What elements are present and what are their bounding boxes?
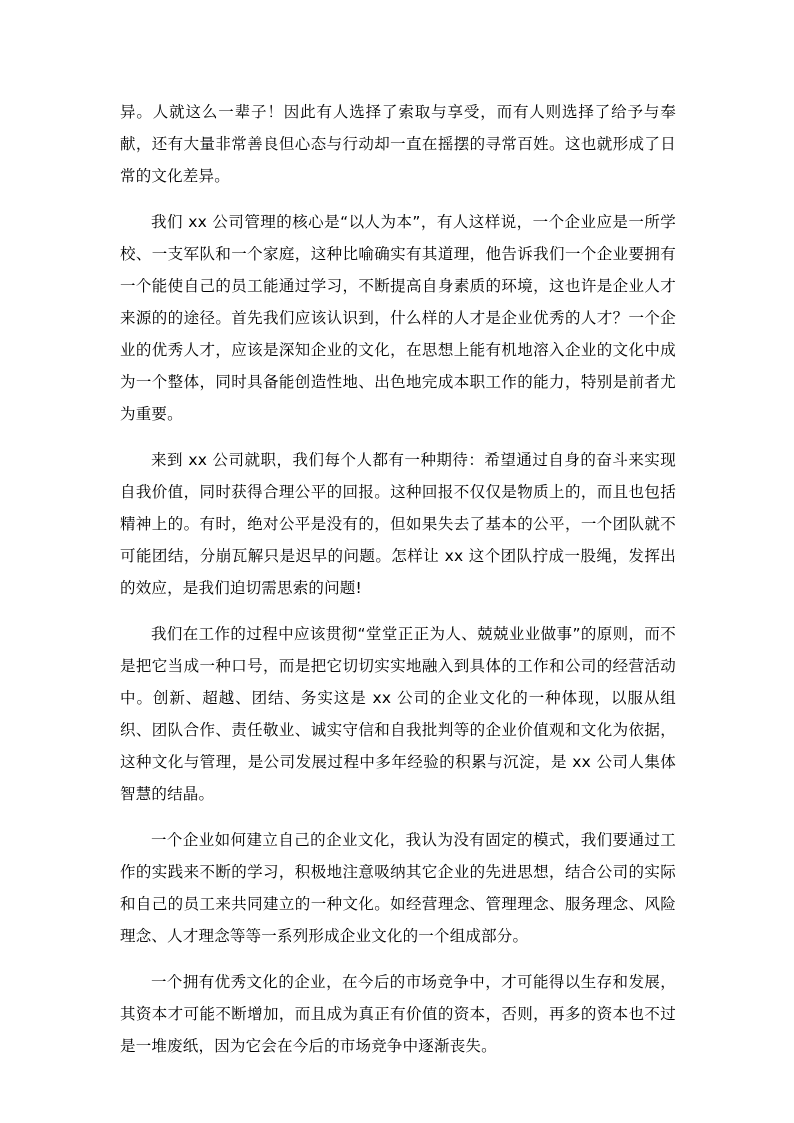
paragraph-conclusion: 一个拥有优秀文化的企业，在今后的市场竞争中，才可能得以生存和发展，其资本才可能不断增加，而且成为真正有价值的资本，否则，再多的资本也不过是一堆废纸，因为它会在今后的市场竞争中逐渐丧失。 xyxy=(120,973,676,1055)
paragraph-principles: 我们在工作的过程中应该贯彻“堂堂正正为人、兢兢业业做事”的原则，而不是把它当成一种口号，而是把它切切实实地融入到具体的工作和公司的经营活动中。创新、超越、团结、务实这是 xx 公司的企业文化的一种体现，以服从组织、团队合作、责任敬业、诚实守信和自我批判等的企业价值观和文化为依据，这种文化与管理，是公司发展过程中多年经验的积累与沉淀，是 xx 公司人集体智慧的结晶。 xyxy=(120,625,676,803)
paragraph-expectations: 来到 xx 公司就职，我们每个人都有一种期待：希望通过自身的奋斗来实现自我价值，同时获得合理公平的回报。这种回报不仅仅是物质上的，而且也包括精神上的。有时，绝对公平是没有的，但如果失去了基本的公平，一个团队就不可能团结，分崩瓦解只是迟早的问题。怎样让 xx 这个团队拧成一股绳，发挥出的效应，是我们迫切需思索的问题! xyxy=(120,451,676,597)
paragraph-people-oriented: 我们 xx 公司管理的核心是“以人为本”，有人这样说，一个企业应是一所学校、一支军队和一个家庭，这种比喻确实有其道理，他告诉我们一个企业要拥有一个能使自己的员工能通过学习，不断提高自身素质的环境，这也许是企业人才来源的的途径。首先我们应该认识到，什么样的人才是企业优秀的人才？一个企业的优秀人才，应该是深知企业的文化，在思想上能有机地溶入企业的文化中成为一个整体，同时具备能创造性地、出色地完成本职工作的能力，特别是前者尤为重要。 xyxy=(120,213,676,423)
document-body xyxy=(120,96,676,1076)
paragraph-continuation: 异。人就这么一辈子！因此有人选择了索取与享受，而有人则选择了给予与奉献，还有大量非常善良但心态与行动却一直在摇摆的寻常百姓。这也就形成了日常的文化差异。 xyxy=(120,103,676,185)
paragraph-building-culture: 一个企业如何建立自己的企业文化，我认为没有固定的模式，我们要通过工作的实践来不断的学习，积极地注意吸纳其它企业的先进思想，结合公司的实际和自己的员工来共同建立的一种文化。如经营理念、管理理念、服务理念、风险理念、人才理念等等一系列形成企业文化的一个组成部分。 xyxy=(120,831,676,945)
